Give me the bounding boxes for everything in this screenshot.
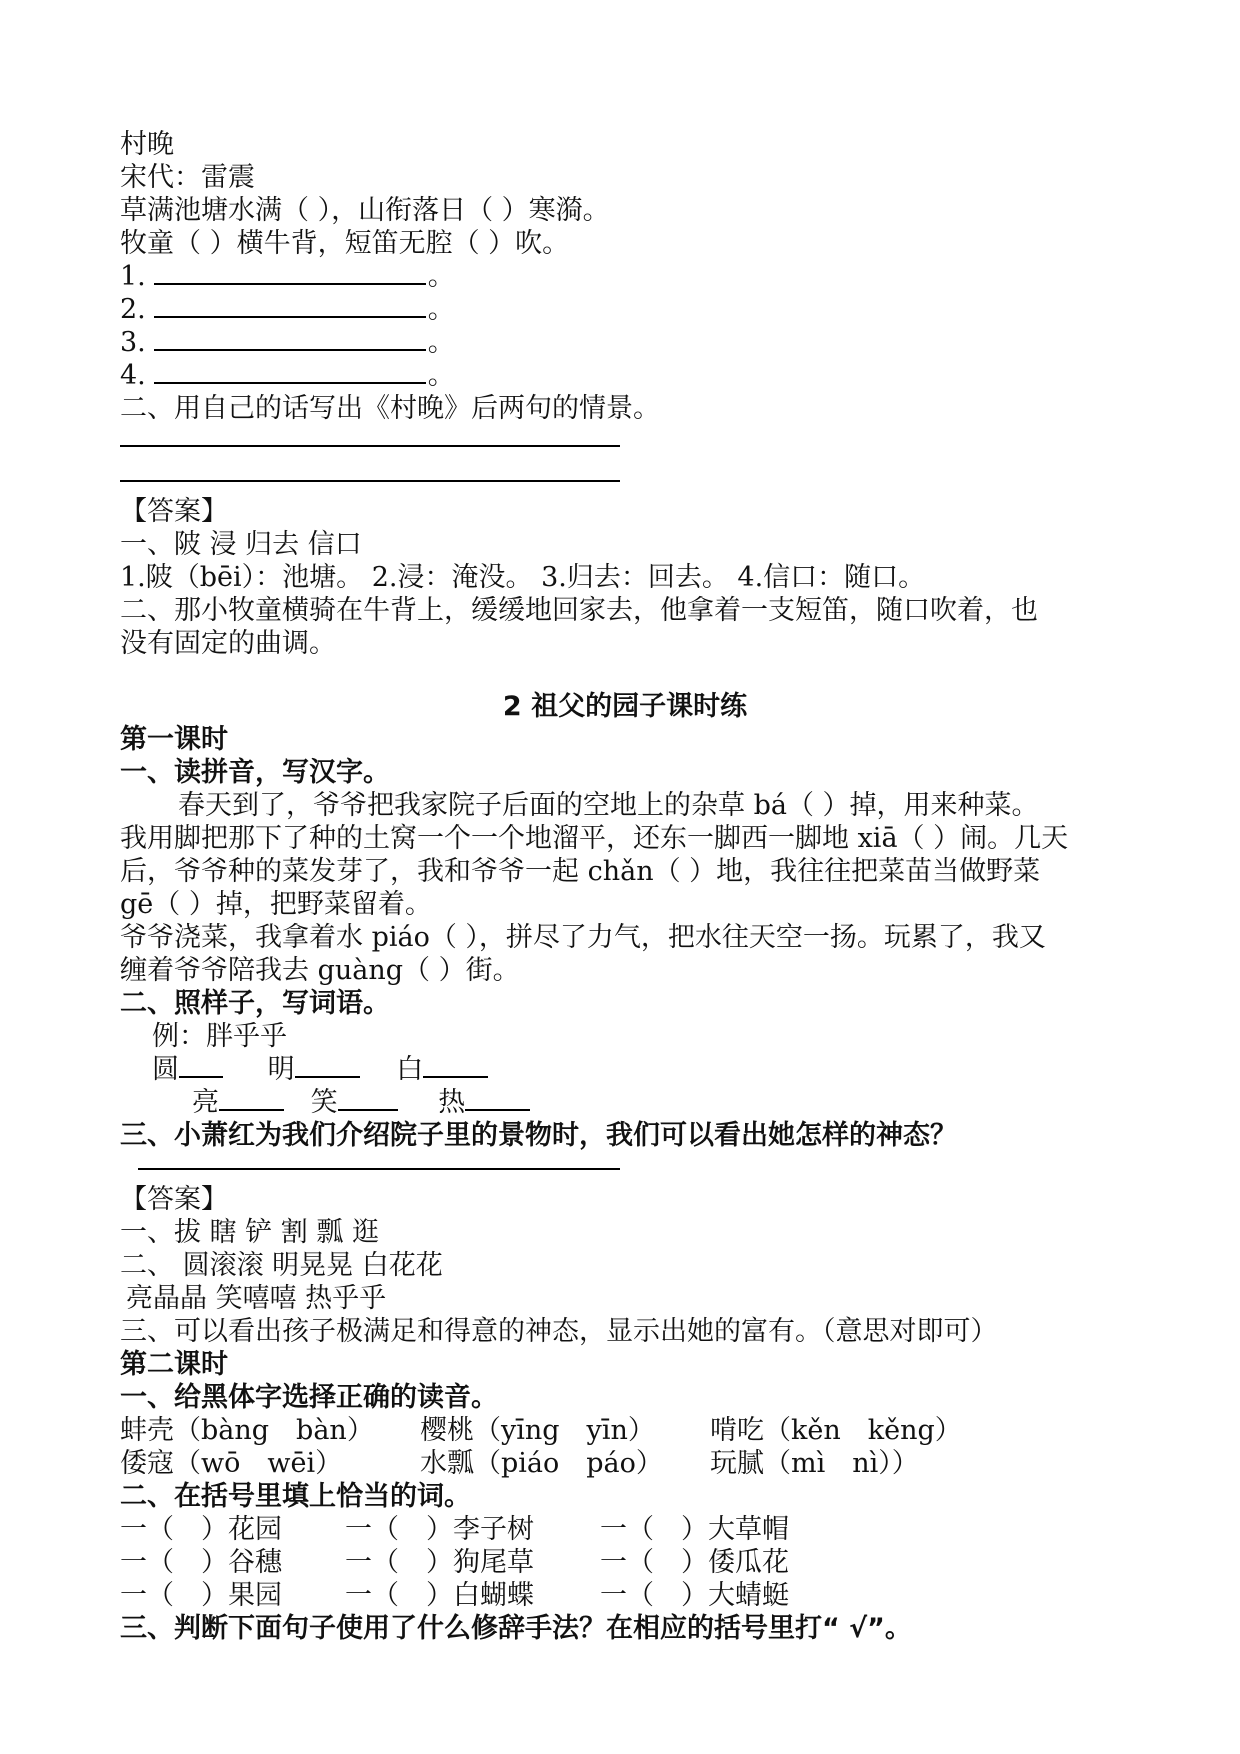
blank-line[interactable] (154, 298, 426, 318)
lesson2-question-1: 一、给黑体字选择正确的读音。 (120, 1382, 498, 1413)
poem-author: 宋代：雷震 (120, 162, 255, 193)
blank-line[interactable] (295, 1056, 360, 1078)
answer-line-1: 一、陂 浸 归去 信口 (120, 529, 362, 560)
word-row-2: 亮 笑 热 (120, 1086, 1130, 1119)
answer-blank-1: 1. 。 (120, 261, 455, 292)
fill-row-3: 一（ ）果园 一（ ）白蝴蝶 一（ ）大蜻蜓 (120, 1580, 789, 1611)
paragraph-line-5: 爷爷浇菜，我拿着水 piáo（ ），拼尽了力气，把水往天空一扬。玩累了，我又 (120, 922, 1046, 953)
answer-label-2: 【答案】 (120, 1184, 228, 1215)
lesson-2-title: 第二课时 (120, 1349, 228, 1380)
blank-line[interactable] (154, 364, 426, 384)
worksheet-page (120, 128, 1130, 1645)
lesson-1-title: 第一课时 (120, 724, 228, 755)
example-text: 例：胖乎乎 (152, 1021, 287, 1052)
blank-line[interactable] (423, 1056, 488, 1078)
fill-row-2: 一（ ）谷穗 一（ ）狗尾草 一（ ）倭瓜花 (120, 1547, 789, 1578)
blank-line[interactable] (154, 331, 426, 351)
answer2-line-2: 二、 圆滚滚 明晃晃 白花花 (120, 1250, 443, 1281)
question-3-heading: 三、小萧红为我们介绍院子里的景物时，我们可以看出她怎样的神态？ (120, 1120, 957, 1151)
question-2-heading: 二、照样子，写词语。 (120, 988, 390, 1019)
blank-line[interactable] (154, 265, 426, 285)
blank-line[interactable] (219, 1089, 284, 1111)
paragraph-line-1: 春天到了，爷爷把我家院子后面的空地上的杂草 bá（ ）掉，用来种菜。 (178, 790, 1039, 821)
section-title: 2 祖父的园子课时练 (502, 691, 748, 722)
answer-blank-4: 4. 。 (120, 360, 455, 391)
blank-line[interactable] (179, 1056, 223, 1078)
answer-blank-2: 2. 。 (120, 294, 455, 325)
blank-line[interactable] (465, 1089, 530, 1111)
lesson2-question-3: 三、判断下面句子使用了什么修辞手法？在相应的括号里打“ √”。 (120, 1613, 912, 1644)
answer-label: 【答案】 (120, 496, 228, 527)
blank-line[interactable] (338, 1089, 398, 1111)
lesson2-question-2: 二、在括号里填上恰当的词。 (120, 1481, 471, 1512)
pinyin-row-1: 蚌壳（bàng bàn） 樱桃（yīng yīn） 啃吃（kěn kěng） (120, 1415, 962, 1446)
paragraph-line-4: gē（ ）掉，把野菜留着。 (120, 889, 432, 920)
poem-title: 村晚 (120, 129, 174, 160)
word-row-1: 圆 明 白 (120, 1053, 1130, 1086)
answer-line-3b: 没有固定的曲调。 (120, 628, 336, 659)
answer2-line-1: 一、拔 瞎 铲 割 瓢 逛 (120, 1217, 379, 1248)
poem-line-1: 草满池塘水满（ ），山衔落日（ ）寒漪。 (120, 195, 610, 226)
answer-line[interactable] (120, 460, 620, 482)
answer2-line-4: 三、可以看出孩子极满足和得意的神态，显示出她的富有。（意思对即可） (120, 1316, 998, 1347)
paragraph-line-3: 后，爷爷种的菜发芽了，我和爷爷一起 chǎn（ ）地，我往往把菜苗当做野菜 (120, 856, 1041, 887)
answer-line[interactable] (120, 425, 620, 447)
pinyin-row-2: 倭寇（wō wēi） 水瓢（piáo páo） 玩腻（mì nì）） (120, 1448, 919, 1479)
answer-line-2: 1.陂（bēi）：池塘。 2.浸：淹没。 3.归去：回去。 4.信口：随口。 (120, 562, 926, 593)
question-2: 二、用自己的话写出《村晚》后两句的情景。 (120, 393, 660, 424)
paragraph-line-2: 我用脚把那下了种的土窝一个一个地溜平，还东一脚西一脚地 xiā（ ）闹。几天 (120, 823, 1069, 854)
answer-blank-3: 3. 。 (120, 327, 455, 358)
poem-line-2: 牧童（ ）横牛背，短笛无腔（ ）吹。 (120, 228, 570, 259)
fill-row-1: 一（ ）花园 一（ ）李子树 一（ ）大草帽 (120, 1514, 789, 1545)
question-1-heading: 一、读拼音，写汉字。 (120, 757, 390, 788)
answer-line[interactable] (138, 1152, 620, 1170)
answer-line-3a: 二、那小牧童横骑在牛背上，缓缓地回家去，他拿着一支短笛，随口吹着，也 (120, 595, 1038, 626)
answer2-line-3: 亮晶晶 笑嘻嘻 热乎乎 (126, 1283, 387, 1314)
paragraph-line-6: 缠着爷爷陪我去 guàng（ ）街。 (120, 955, 520, 986)
